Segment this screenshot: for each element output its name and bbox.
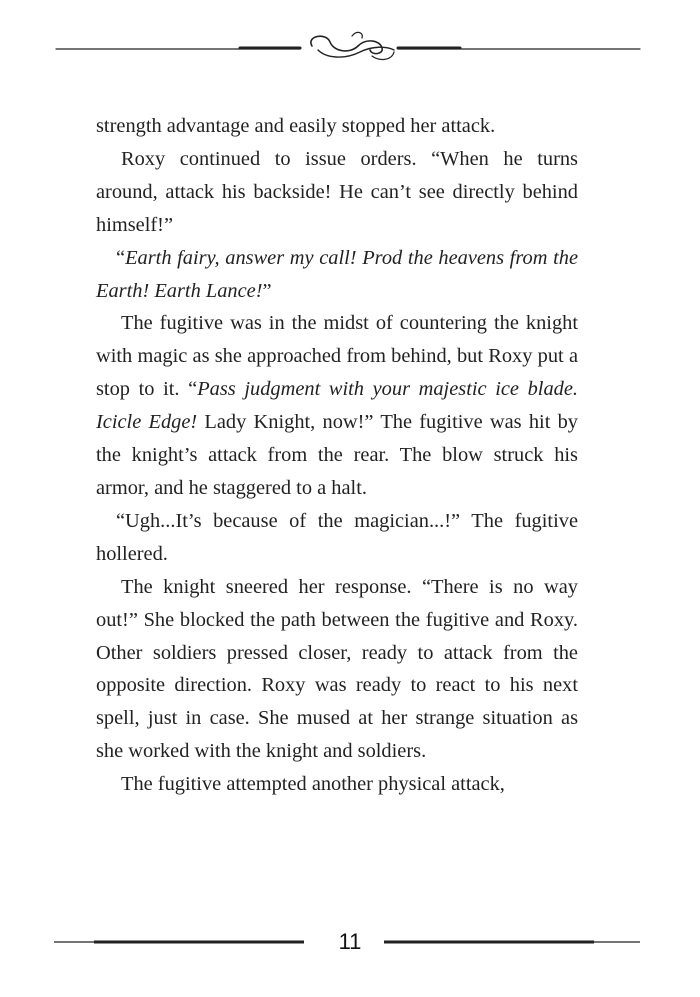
paragraph xyxy=(96,307,578,504)
text-segment: “ xyxy=(116,246,126,269)
paragraph xyxy=(96,571,578,768)
text-segment: strength advantage and easily stopped her attack. xyxy=(96,115,496,137)
text-segment: Lady Knight, now!” The fugitive was hit by the knight’s attack from the rear. The blow struck his armor, and he staggered to a halt. xyxy=(96,411,578,499)
flourish-icon xyxy=(56,32,640,59)
text-segment: ” xyxy=(262,279,272,302)
text-segment: The fugitive attempted another physical attack, xyxy=(121,773,505,796)
paragraph xyxy=(96,110,578,143)
text-segment: The fugitive was in the midst of countering the knight with magic as she approached from behind, but Roxy put a stop to it. “ xyxy=(96,312,578,401)
italic-text: Pass judgment with your majestic ice blade. Icicle Edge! xyxy=(96,378,578,434)
footer-rule-left xyxy=(54,940,304,944)
text-segment: “Ugh...It’s because of the magician...!” The fugitive hollered. xyxy=(96,509,578,565)
footer-rule-right xyxy=(384,940,640,944)
header-ornament xyxy=(0,22,700,72)
body-text xyxy=(96,110,578,801)
paragraph xyxy=(96,505,578,571)
paragraph xyxy=(96,242,578,308)
text-segment: The knight sneered her response. “There is no way out!” She blocked the path between the fugitive and Roxy. Other soldiers pressed closer, ready to attack from the opposite direction. Roxy was ready to react to his next spell, just in case. She mused at her strange situation as she worked with the knight and soldiers. xyxy=(96,575,578,763)
page-number: 11 xyxy=(338,929,362,954)
paragraph xyxy=(96,768,578,801)
italic-text: Earth fairy, answer my call! Prod the heavens from the Earth! Earth Lance! xyxy=(96,246,578,302)
paragraph xyxy=(96,143,578,242)
text-segment: Roxy continued to issue orders. “When he turns around, attack his backside! He can’t see directly behind himself!” xyxy=(96,147,578,236)
